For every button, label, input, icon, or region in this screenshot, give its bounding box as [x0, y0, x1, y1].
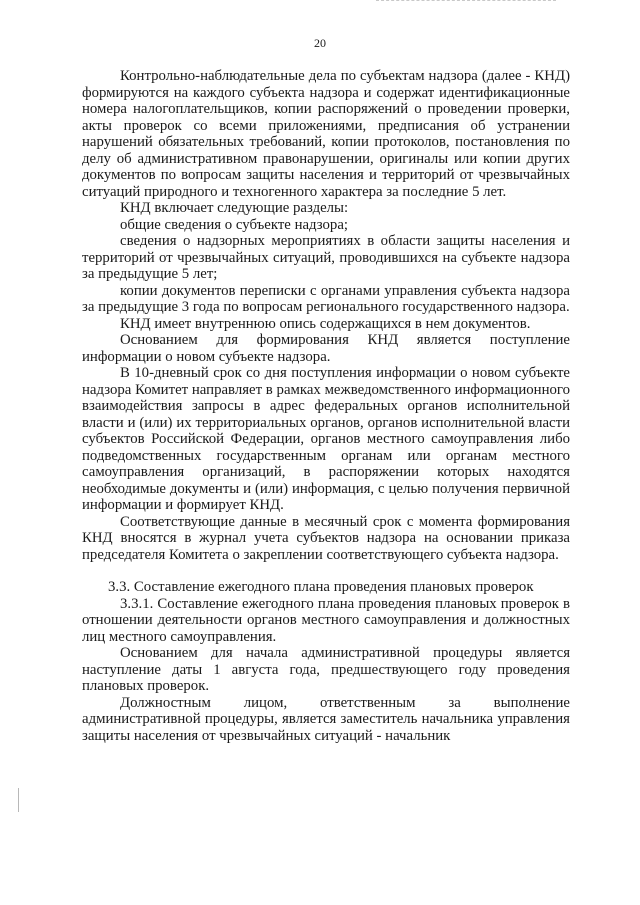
paragraph-responsible-official: Должностным лицом, ответственным за выполнение административной процедуры, является заместитель начальника управления защиты населения от чрезвычайных ситуаций - начальник: [82, 694, 570, 744]
paragraph-knd-requests: В 10-дневный срок со дня поступления информации о новом субъекте надзора Комитет направляет в рамках межведомственного информационного взаимодействия запросы в адрес федеральных органов исполнительной власти и (или) их территориальных органов, органов исполнительной власти субъектов Российской Федерации, органов местного самоуправления либо подведомственных государственным органам или органам местного самоуправления организаций, в распоряжении которых находятся необходимые документы и (или) информация, с целью получения первичной информации и формирует КНД.: [82, 365, 570, 513]
paragraph-knd-section-general: общие сведения о субъекте надзора;: [120, 216, 348, 233]
section-heading: 3.3. Составление ежегодного плана проведения плановых проверок: [108, 579, 534, 595]
paragraph-knd-sections-intro: КНД включает следующие разделы:: [120, 200, 349, 216]
paragraph-knd-definition: Контрольно-наблюдательные дела по субъектам надзора (далее - КНД) формируются на каждого субъекта надзора и содержат идентификационные номера налогоплательщиков, копии распоряжений о проведении проверки, акты проверок со всеми приложениями, предписания об устранении нарушений обязательных требований, копии протоколов, постановления по делу об административном правонарушении, оригиналы или копии других документов по вопросам защиты населения и территорий от чрезвычайных ситуаций природного и техногенного характера за последние 5 лет.: [82, 68, 570, 200]
paragraph-knd-register: Соответствующие данные в месячный срок с момента формирования КНД вносятся в журнал учета субъектов надзора на основании приказа председателя Комитета о закреплении соответствующего субъекта надзора.: [82, 513, 570, 563]
paragraph-knd-section-correspondence: копии документов переписки с органами управления субъекта надзора за предыдущие 3 года по вопросам регионального государственного надзора.: [82, 282, 570, 315]
scan-edge-mark: [376, 0, 556, 3]
page-number: 20: [314, 36, 326, 50]
paragraph-knd-inventory: КНД имеет внутреннюю опись содержащихся в нем документов.: [120, 315, 531, 332]
section-subheading: 3.3.1. Составление ежегодного плана проведения плановых проверок в отношении деятельности органов местного самоуправления и должностных лиц местного самоуправления.: [82, 595, 570, 645]
scan-margin-mark: [18, 788, 19, 812]
document-body: [82, 68, 570, 744]
paragraph-knd-basis: Основанием для формирования КНД является поступление информации о новом субъекте надзора.: [82, 332, 570, 365]
paragraph-procedure-basis: Основанием для начала административной процедуры является наступление даты 1 августа года, предшествующего году проведения плановых проверок.: [82, 645, 570, 694]
paragraph-knd-section-inspections: сведения о надзорных мероприятиях в области защиты населения и территорий от чрезвычайных ситуаций, проводившихся на субъекте надзора за предыдущие 5 лет;: [82, 233, 570, 282]
